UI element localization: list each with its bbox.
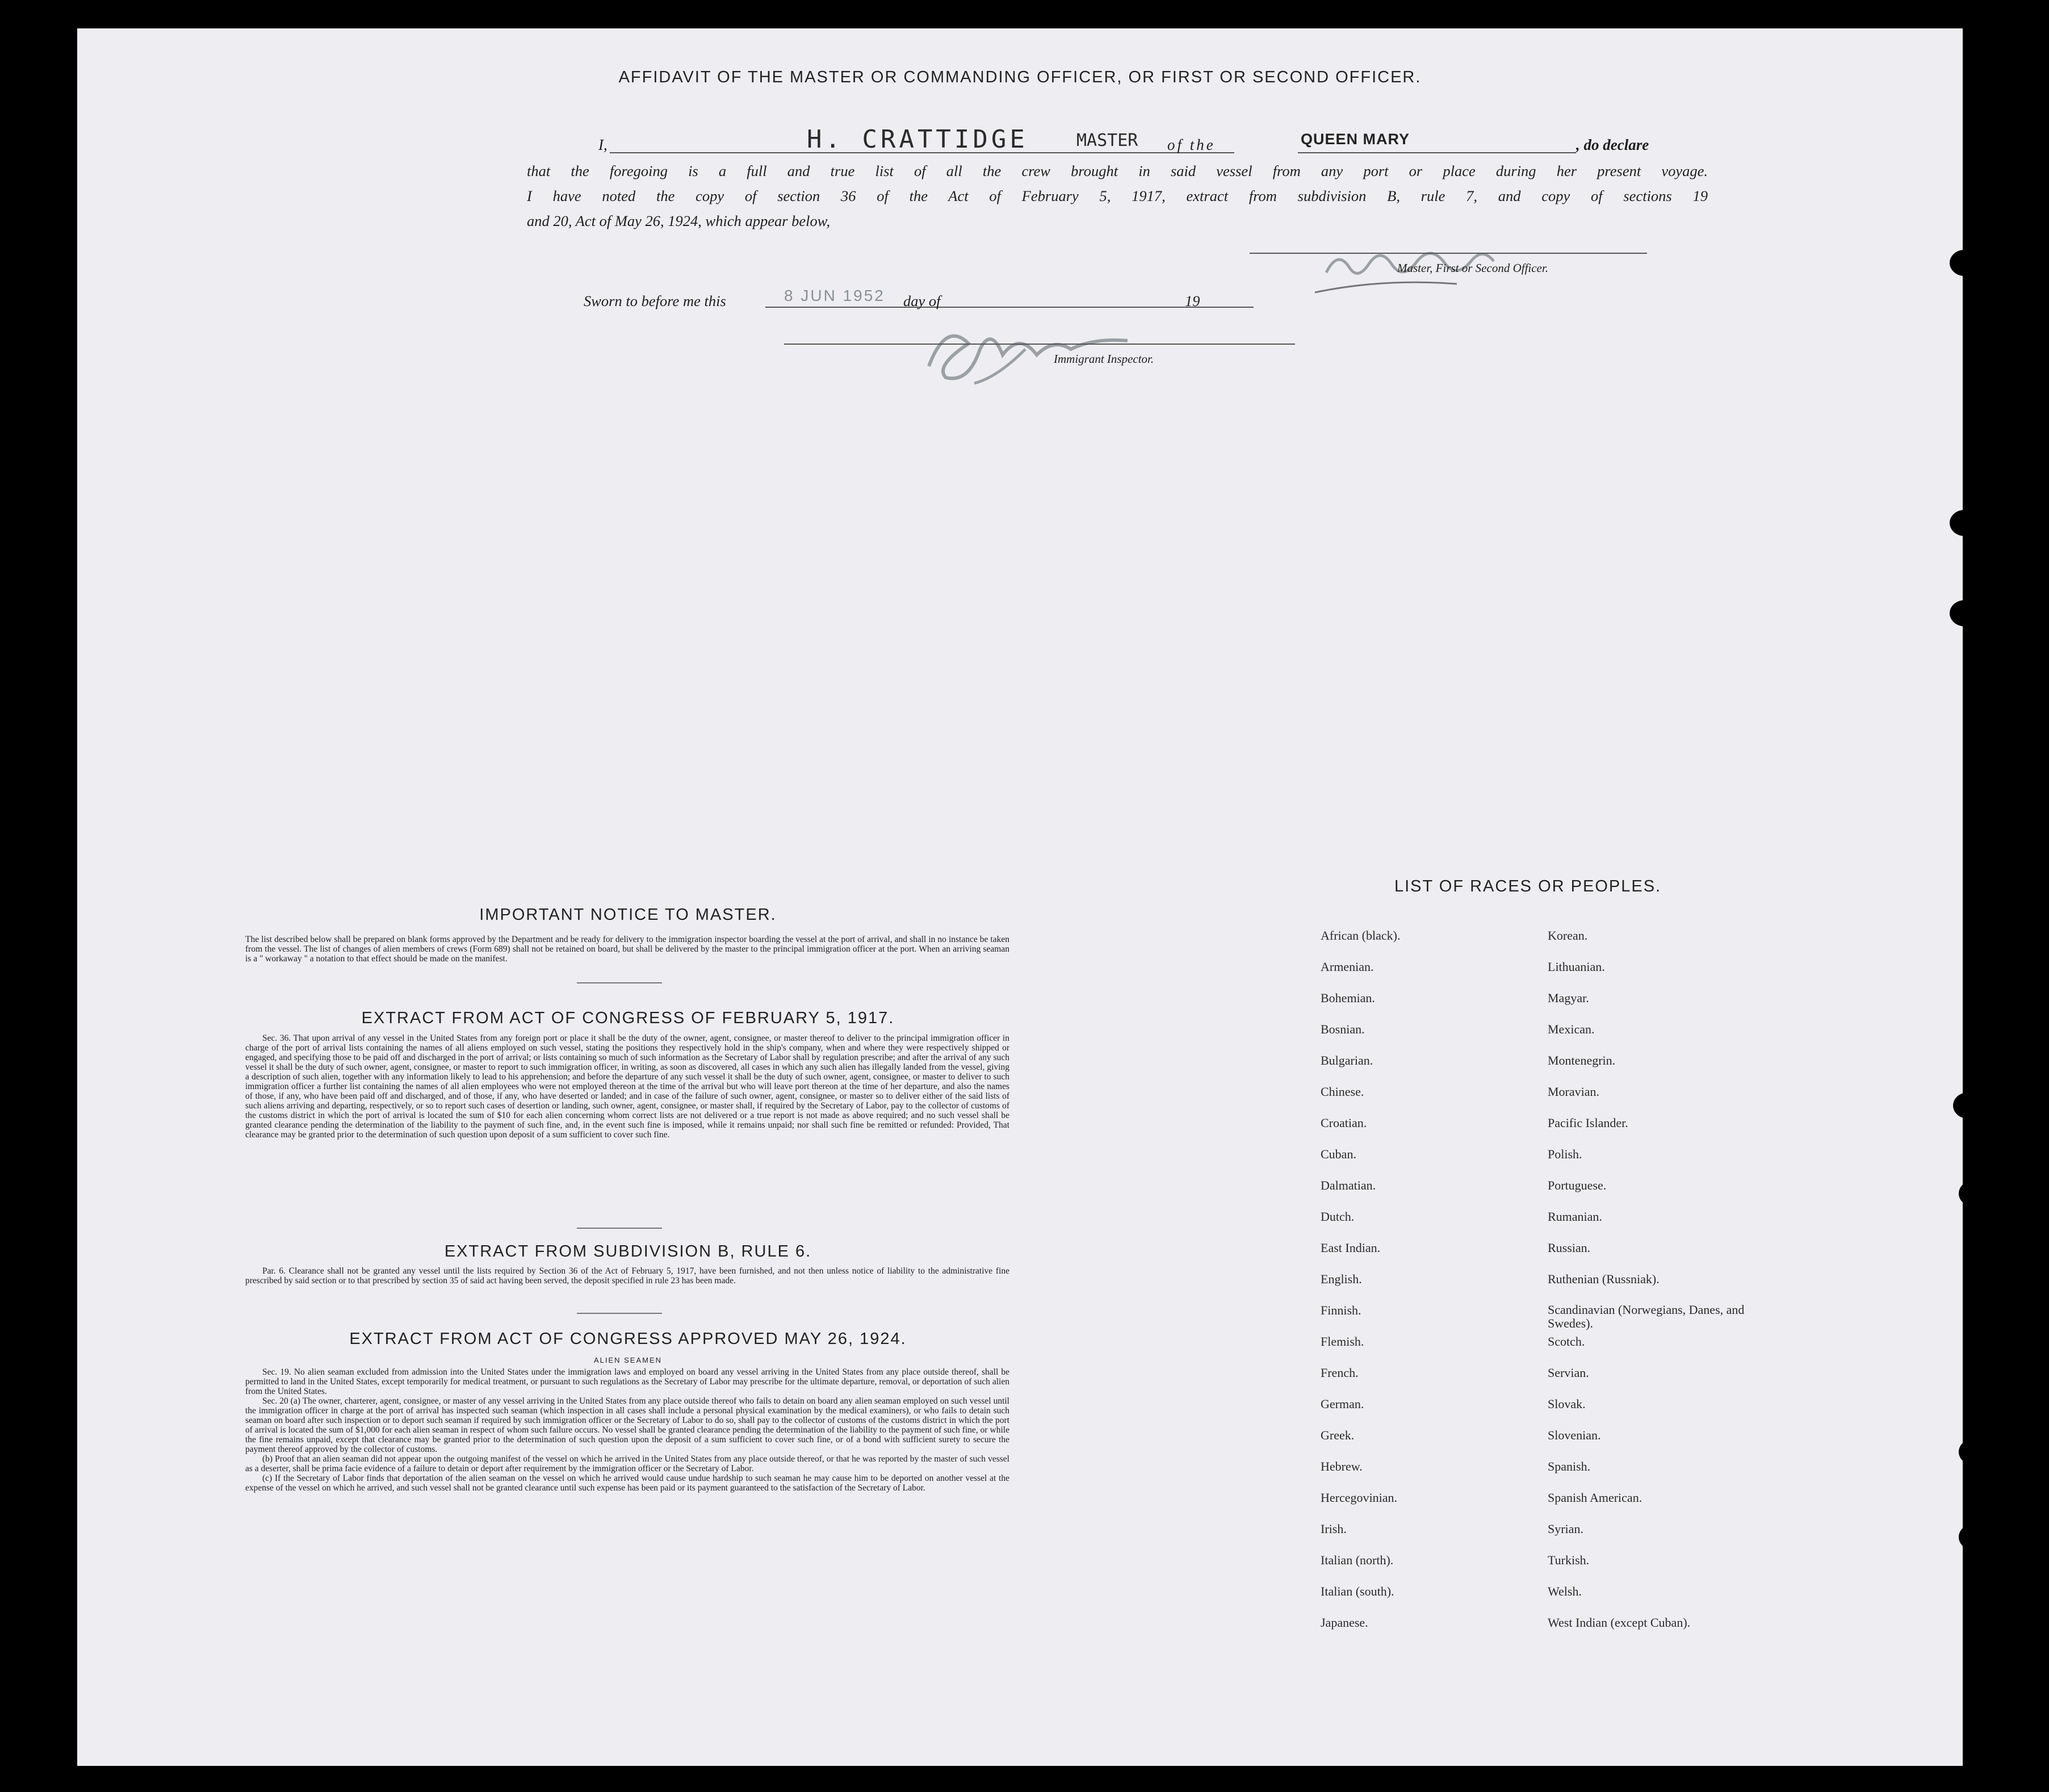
race-item: Bosnian.	[1321, 1022, 1365, 1036]
race-item: Dalmatian.	[1321, 1178, 1376, 1192]
race-item: French.	[1321, 1366, 1359, 1380]
extract-1924-body	[245, 1367, 1009, 1493]
race-item: Armenian.	[1321, 960, 1374, 974]
affidavit-title: AFFIDAVIT OF THE MASTER OR COMMANDING OFFICER, OR FIRST OR SECOND OFFICER.	[618, 68, 1422, 86]
extract-1924-subtitle: ALIEN SEAMEN	[593, 1356, 663, 1364]
race-item: Portuguese.	[1548, 1178, 1607, 1192]
race-item: Welsh.	[1548, 1584, 1582, 1598]
separator	[577, 1313, 662, 1314]
race-item: Servian.	[1548, 1366, 1589, 1380]
race-item: Finnish.	[1321, 1303, 1361, 1317]
race-item: Greek.	[1321, 1428, 1355, 1442]
race-item: Chinese.	[1321, 1085, 1364, 1099]
race-item: Magyar.	[1548, 991, 1589, 1005]
affidavit-line-2: that the foregoing is a full and true list of all the crew brought in said vessel from any port or place during her present voyage.	[527, 162, 1708, 179]
extract-1924-title: EXTRACT FROM ACT OF CONGRESS APPROVED MAY 26, 1924.	[349, 1330, 907, 1348]
affidavit-line-4: and 20, Act of May 26, 1924, which appear below,	[527, 212, 831, 229]
date-stamp: 8 JUN 1952	[784, 287, 885, 304]
race-item: Flemish.	[1321, 1334, 1364, 1349]
race-item: Turkish.	[1548, 1553, 1590, 1567]
race-item: Hebrew.	[1321, 1459, 1363, 1473]
race-item: Japanese.	[1321, 1615, 1368, 1630]
race-item: Spanish.	[1548, 1459, 1591, 1473]
race-item: Bohemian.	[1321, 991, 1375, 1005]
day-of-text: day of	[903, 292, 941, 309]
race-item: Scandinavian (Norwegians, Danes, and Swedes).	[1548, 1303, 1745, 1330]
race-item: Italian (north).	[1321, 1553, 1394, 1567]
race-item: Montenegrin.	[1548, 1053, 1616, 1067]
punch-hole	[1953, 1092, 1983, 1119]
notice-body: The list described below shall be prepared on blank forms approved by the Department and be ready for delivery to the immigration inspector boarding the vessel at the port of arrival, and shall in no instance be taken from the vessel. The list of changes of alien members of crews (Form 689) shall not be retained on board, but shall be delivered by the master to the principal immigration officer at the port. When an arriving seaman is a " workaway " a notation to that effect should be made on the manifest.	[245, 935, 1009, 964]
sec-20a-paragraph: Sec. 20 (a) The owner, charterer, agent, consignee, or master of any vessel arriving in the United States from any place outside thereof who fails to detain on board any alien seaman employed on such vessel until the immigration officer in charge at the port of arrival has inspected such seaman (which inspection in all cases shall include a personal physical examination by the medical examiners), or who fails to detain such seaman on board after such inspection or to deport such seaman if required by such immigration officer or the Secretary of Labor to do so, shall pay to the collector of customs of the customs district in which the port of arrival is located the sum of $1,000 for each alien seaman in respect of whom such failure occurs. No vessel shall be granted clearance pending the determination of the liability to the payment of such fine, or while the fine remains unpaid, except that clearance may be granted prior to the determination of such question upon the deposit of a sum sufficient to cover such fine, or of a bond with sufficient surety to secure the payment thereof approved by the collector of customs.	[245, 1396, 1009, 1454]
of-the-text: of the	[1167, 136, 1216, 153]
punch-hole	[1959, 1439, 1988, 1465]
notice-title: IMPORTANT NOTICE TO MASTER.	[479, 906, 777, 924]
document-page	[77, 28, 1963, 1766]
race-item: Cuban.	[1321, 1147, 1356, 1161]
race-item: Russian.	[1548, 1241, 1591, 1255]
year-prefix: 19	[1185, 292, 1200, 309]
vessel-name: QUEEN MARY	[1301, 131, 1410, 148]
race-item: Bulgarian.	[1321, 1053, 1373, 1067]
race-item: Dutch.	[1321, 1209, 1355, 1224]
punch-hole	[1959, 1180, 1988, 1207]
sworn-text: Sworn to before me this	[584, 292, 726, 309]
vessel-line	[1298, 152, 1576, 153]
extract-1917-body: Sec. 36. That upon arrival of any vessel in the United States from any foreign port or place it shall be the duty of the owner, agent, consignee, or master thereof to deliver to the principal immigration officer in charge of the port of arrival lists containing the names of all aliens employed on such vessel, stating the positions they respectively hold in the ship's company, when and where they were respectively shipped or engaged, and specifying those to be paid off and discharged in the port of arrival; or lists containing so much of such information as the Secretary of Labor shall by regulation prescribe; and after the arrival of any such vessel it shall be the duty of such owner, agent, consignee, or master to report to such immigration officer, in writing, as soon as discovered, all cases in which any such alien has illegally landed from the vessel, giving a description of such alien, together with any information likely to lead to his apprehension; and before the departure of any such vessel it shall be the duty of such owner, agent, consignee, or master to deliver to such immigration officer a further list containing the names of all alien employees who were not employed thereon at the time of the arrival but who will leave port thereon at the time of her departure, and also the names of those, if any, who have been paid off and discharged, and of those, if any, who have deserted or landed; and in case of the failure of such owner, agent, consignee, or master so to deliver either of the said lists of such aliens arriving and departing, respectively, or so to report such cases of desertion or landing, such owner, agent, consignee, or master shall, if required by the Secretary of Labor, pay to the collector of customs of the customs district in which the port of arrival is located the sum of $10 for each alien concerning whom correct lists are not delivered or a true report is not made as above required; and no such vessel shall be granted clearance pending the determination of the liability to the payment of such fine, and, in the event such fine is imposed, while it remains unpaid; nor shall such fine be remitted or refunded: Provided, That clearance may be granted prior to the determination of such question upon deposit of a sum sufficient to cover such fine.	[245, 1033, 1009, 1140]
race-item: Polish.	[1548, 1147, 1582, 1161]
master-rank: MASTER	[1076, 131, 1138, 150]
sec-20c-paragraph: (c) If the Secretary of Labor finds that deportation of the alien seaman on the vessel on which he arrived would cause undue hardship to such seaman he may cause him to be deported on another vessel at the expense of the vessel on which he arrived, and such vessel shall not be granted clearance until such expense has been paid or its payment guaranteed to the satisfaction of the Secretary of Labor.	[245, 1473, 1009, 1493]
race-item: Croatian.	[1321, 1116, 1367, 1130]
race-item: Syrian.	[1548, 1522, 1583, 1536]
race-item: Slovak.	[1548, 1397, 1586, 1411]
race-item: Lithuanian.	[1548, 960, 1605, 974]
races-column-2	[1548, 928, 1775, 1647]
separator	[577, 1228, 662, 1229]
race-item: African (black).	[1321, 928, 1401, 943]
punch-hole	[1950, 510, 1979, 536]
races-title: LIST OF RACES OR PEOPLES.	[1394, 877, 1662, 895]
race-item: Italian (south).	[1321, 1584, 1394, 1598]
affidavit-line-3: I have noted the copy of section 36 of the Act of February 5, 1917, extract from subdivision B, rule 7, and copy of sections 19	[527, 187, 1708, 204]
sec-19-paragraph: Sec. 19. No alien seaman excluded from admission into the United States under the immigration laws and employed on board any vessel arriving in the United States from any place outside thereof, shall be permitted to land in the United States, except temporarily for medical treatment, or pursuant to such regulations as the Secretary of Labor may prescribe for the ultimate departure, removal, or deportation of such alien from the United States.	[245, 1367, 1009, 1396]
race-item: Pacific Islander.	[1548, 1116, 1628, 1130]
race-item: Mexican.	[1548, 1022, 1595, 1036]
punch-hole	[1959, 1524, 1988, 1550]
race-item: Hercegovinian.	[1321, 1490, 1397, 1505]
race-item: Moravian.	[1548, 1085, 1600, 1099]
separator	[577, 982, 662, 983]
sec-20b-paragraph: (b) Proof that an alien seaman did not appear upon the outgoing manifest of the vessel on which he arrived in the United States from any place outside thereof, or that he was reported by the master of such vessel as a deserter, shall be prima facie evidence of a failure to detain or deport after requirement by the immigration officer or the Secretary of Labor.	[245, 1454, 1009, 1473]
race-item: Scotch.	[1548, 1334, 1585, 1349]
race-item: Rumanian.	[1548, 1209, 1602, 1224]
race-item: Irish.	[1321, 1522, 1347, 1536]
master-name: H. CRATTIDGE	[807, 125, 1028, 154]
master-signature-caption: Master, First or Second Officer.	[1397, 261, 1548, 275]
race-item: Slovenian.	[1548, 1428, 1601, 1442]
race-item: West Indian (except Cuban).	[1548, 1615, 1691, 1630]
race-item: German.	[1321, 1397, 1364, 1411]
extract-rule6-body: Par. 6. Clearance shall not be granted any vessel until the lists required by Section 36 of the Act of February 5, 1917, have been furnished, and not then unless notice of liability to the administrative fine prescribed by said section or to that prescribed by section 35 of said act having been served, the deposit specified in rule 23 has been made.	[245, 1266, 1009, 1286]
master-signature-line	[1250, 253, 1647, 254]
affidavit-i: I,	[598, 136, 607, 153]
race-item: East Indian.	[1321, 1241, 1381, 1255]
inspector-signature-line	[784, 344, 1295, 345]
race-item: Spanish American.	[1548, 1490, 1642, 1505]
punch-hole	[1950, 600, 1979, 626]
race-item: Korean.	[1548, 928, 1588, 943]
race-item: English.	[1321, 1272, 1362, 1286]
races-column-1	[1321, 928, 1400, 1647]
extract-rule6-title: EXTRACT FROM SUBDIVISION B, RULE 6.	[444, 1242, 812, 1261]
sworn-line	[765, 307, 1254, 308]
race-item: Ruthenian (Russniak).	[1548, 1272, 1660, 1286]
inspector-caption: Immigrant Inspector.	[1054, 352, 1154, 366]
punch-hole	[1950, 250, 1979, 276]
do-declare-text: , do declare	[1576, 136, 1649, 153]
extract-1917-title: EXTRACT FROM ACT OF CONGRESS OF FEBRUARY 5, 1917.	[361, 1009, 895, 1027]
